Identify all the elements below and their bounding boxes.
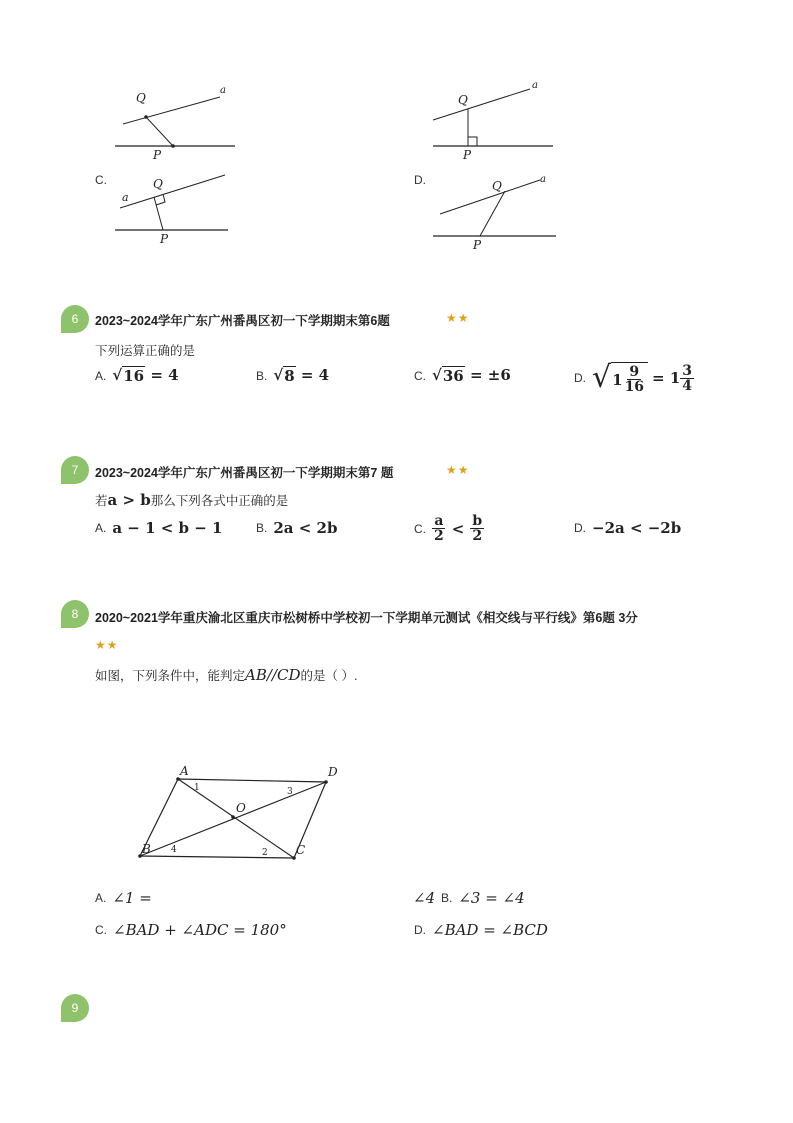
difficulty-stars: ★★ [446,463,470,477]
question-stem: 若a > b那么下列各式中正确的是 [95,491,289,509]
q5-figure-d [430,170,565,252]
vertex-c-label: C [296,843,306,857]
parallelogram-figure [130,760,350,870]
question-title: 2023~2024学年广东广州番禺区初一下学期期末第7 题 [95,466,394,480]
sqrt-expression: √ 36 [432,366,464,385]
question-stem: 如图，下列条件中，能判定AB//CD的是（ ）. [95,666,358,684]
option-letter: B. [256,521,268,535]
q5-figure-c [112,168,242,250]
option-a-continuation: ∠4 [413,889,436,907]
option-b[interactable]: B. 2a < 2b [256,519,338,537]
question-title: 2020~2021学年重庆渝北区重庆市松树桥中学校初一下学期单元测试《相交线与平行线》第6题 3分 [95,611,638,625]
option-a[interactable]: A. a − 1 < b − 1 [95,519,223,537]
option-d[interactable]: D. ∠BAD = ∠BCD [414,921,548,939]
label-a: a [122,191,129,204]
label-q: Q [136,91,146,105]
q5-figure-b [105,80,245,165]
option-letter: D. [574,371,586,385]
option-d[interactable]: D. √ 1 $\frac{9}{16}$ = 1 $\frac{3}{4}$ [574,360,693,395]
option-b[interactable]: B. ∠3 = ∠4 [441,889,525,907]
option-letter: C. [414,521,426,536]
difficulty-stars: ★★ [95,638,119,652]
angle-2-label: 2 [262,848,268,858]
option-letter: A. [95,368,107,383]
option-letter: B. [441,891,453,905]
question-number-badge: 9 [61,994,89,1022]
label-p: P [160,232,169,246]
option-letter: D. [574,521,586,535]
sqrt-expression: √ 16 [112,366,145,385]
option-b[interactable]: B. √ 8 = 4 [256,366,330,385]
option-c[interactable]: C. ∠BAD + ∠ADC = 180° [95,921,287,939]
label-p: P [153,148,162,162]
center-o-label: O [236,801,246,815]
difficulty-stars: ★★ [446,311,470,325]
q5-figure-a [425,75,565,165]
label-q: Q [458,93,468,107]
option-c[interactable]: C. √ 36 = ±6 [414,366,511,385]
question-title: 2023~2024学年广东广州番禺区初一下学期期末第6题 [95,314,390,328]
option-letter: D. [414,923,426,937]
option-letter: A. [95,891,107,905]
sqrt-expression: √ 8 [273,366,295,385]
option-d[interactable]: D. −2a < −2b [574,519,682,537]
angle-1-label: 1 [194,783,200,793]
option-letter: B. [256,368,268,383]
vertex-d-label: D [328,765,338,779]
vertex-a-label: A [180,764,189,778]
option-letter: C. [95,923,107,937]
angle-4-label: 4 [171,845,177,855]
label-a: a [540,174,546,185]
label-p: P [463,148,472,162]
label-p: P [473,238,482,252]
option-c[interactable]: C. $\frac{a}{2}$ < $\frac{b}{2}$ [414,513,483,544]
angle-3-label: 3 [287,787,293,797]
question-stem: 下列运算正确的是 [95,344,196,358]
question-number-badge: 7 [61,456,89,484]
label-a: a [532,80,538,91]
label-a: a [220,85,226,96]
question-number-badge: 6 [61,305,89,333]
label-q: Q [153,177,163,191]
option-letter: A. [95,521,107,535]
question-number-badge: 8 [61,600,89,628]
option-a[interactable]: A. ∠1 = [95,889,152,907]
option-letter: C. [414,368,426,383]
vertex-b-label: B [142,842,151,856]
option-c-letter: C. [95,173,107,187]
option-d-letter: D. [414,173,426,187]
label-q: Q [492,179,502,193]
option-a[interactable]: A. √ 16 = 4 [95,366,179,385]
